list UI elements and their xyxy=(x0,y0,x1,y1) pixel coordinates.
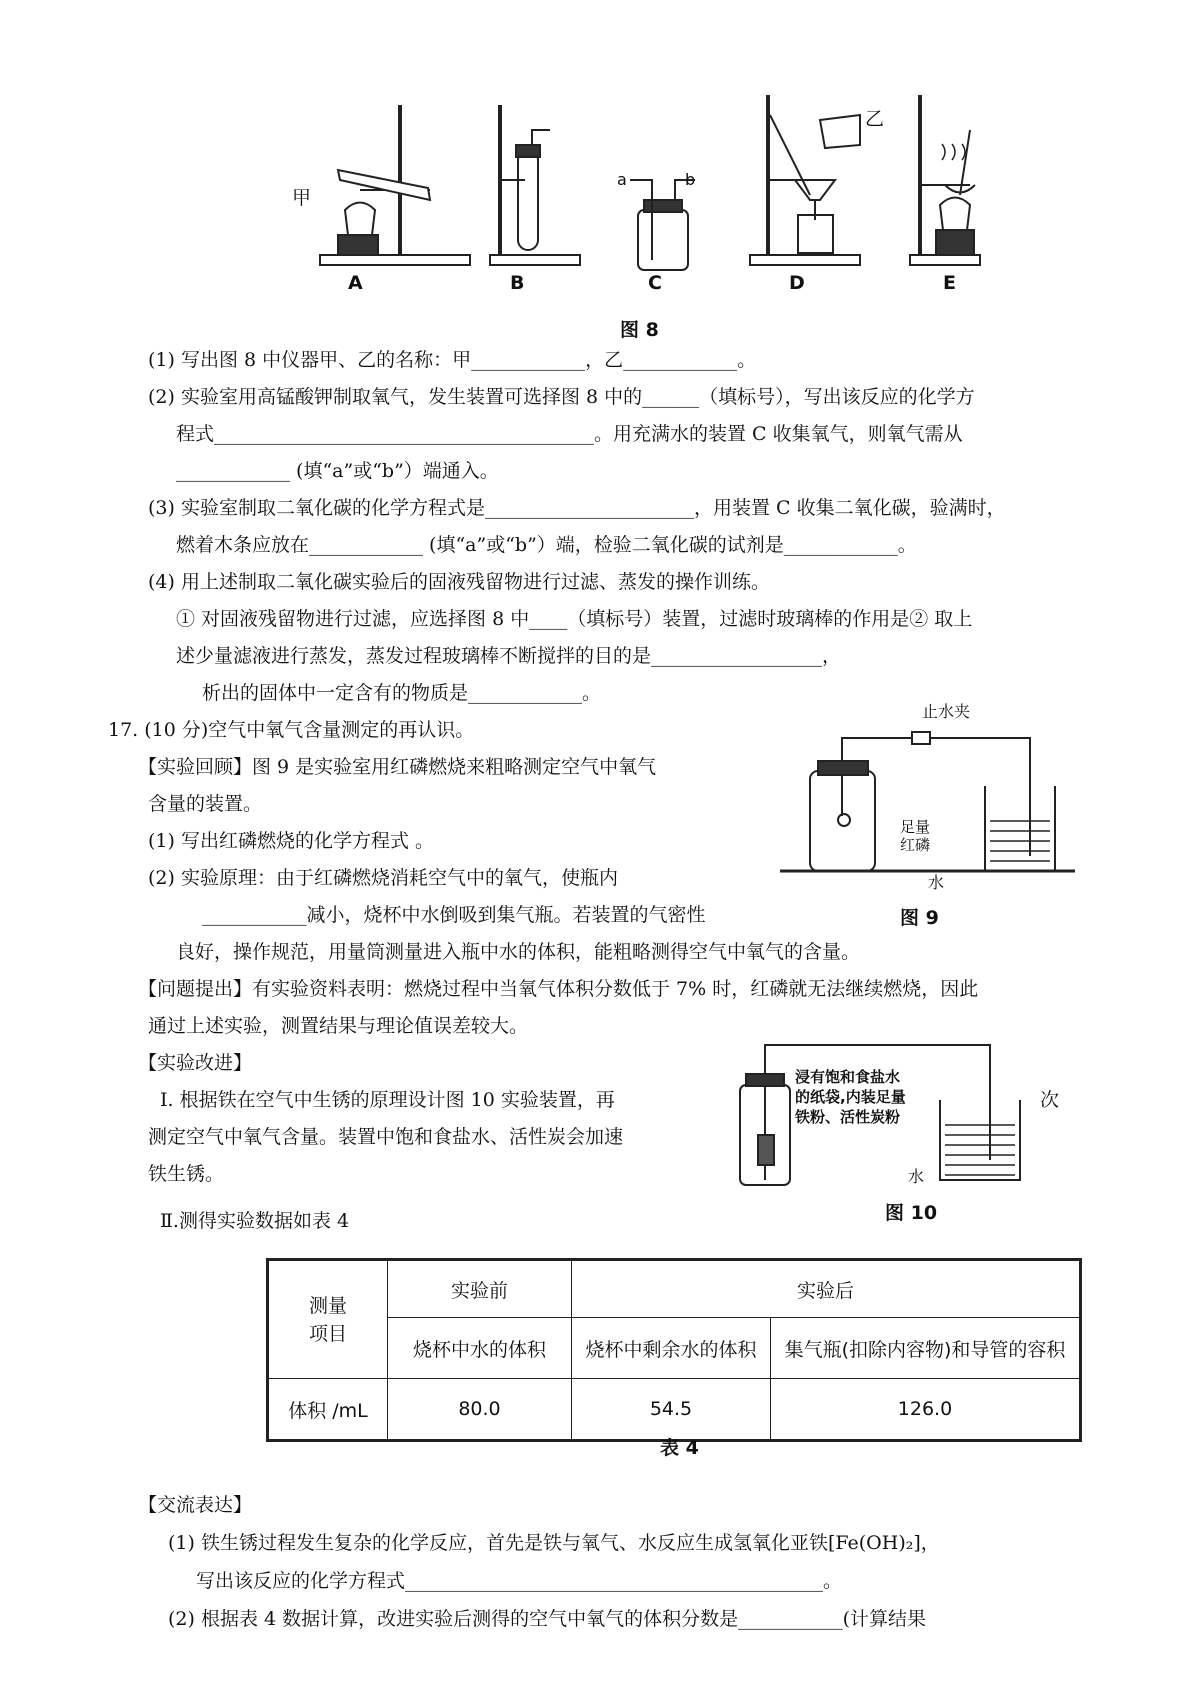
q17-improve-1-end: 次 xyxy=(1040,1089,1060,1111)
figure-9-caption: 图 9 xyxy=(900,907,939,929)
q17-improve-1: Ⅰ. 根据铁在空气中生锈的原理设计图 10 实验装置，再 xyxy=(160,1089,615,1111)
fig10-water-label: 水 xyxy=(908,1167,925,1186)
q16-line-8: ① 对固液残留物进行过滤，应选择图 8 中____（填标号）装置，过滤时玻璃棒的作用是② 取上 xyxy=(176,608,973,630)
q16-line-7: (4) 用上述制取二氧化碳实验后的固液残留物进行过滤、蒸发的操作训练。 xyxy=(148,571,770,593)
q16-line-9: 述少量滤液进行蒸发，蒸发过程玻璃棒不断搅拌的目的是__________________， xyxy=(176,645,842,667)
label-d: D xyxy=(789,272,805,294)
apparatus-b xyxy=(490,105,580,265)
q17-improve-1c: 铁生锈。 xyxy=(148,1163,225,1185)
exchange-line-2: 写出该反应的化学方程式____________________________________________。 xyxy=(196,1570,843,1592)
apparatus-d xyxy=(750,95,860,265)
table-4-caption: 表 4 xyxy=(660,1437,699,1459)
table-sub-3: 集气瓶(扣除内容物)和导管的容积 xyxy=(771,1318,1081,1379)
label-e: E xyxy=(943,272,956,294)
q17-item-2c: 良好，操作规范，用量筒测量进入瓶中水的体积，能粗略测得空气中氧气的含量。 xyxy=(176,941,861,963)
fig9-clamp-label: 止水夹 xyxy=(922,702,971,721)
exchange-line-3: (2) 根据表 4 数据计算，改进实验后测得的空气中氧气的体积分数是___________(计算结果 xyxy=(168,1608,927,1630)
q16-line-4: ____________ (填“a”或“b”）端通入。 xyxy=(176,460,499,482)
label-b: B xyxy=(510,272,525,294)
table-value-1: 80.0 xyxy=(388,1379,572,1441)
apparatus-c xyxy=(630,180,695,270)
q17-question: 【问题提出】有实验资料表明：燃烧过程中当氧气体积分数低于 7% 时，红磷就无法继续燃烧，因此 xyxy=(138,978,979,1000)
table-4 xyxy=(266,1258,1082,1442)
q17-review: 【实验回顾】图 9 是实验室用红磷燃烧来粗略测定空气中氧气 xyxy=(138,756,657,778)
exchange-title: 【交流表达】 xyxy=(138,1494,253,1516)
figure-8-caption: 图 8 xyxy=(620,319,659,341)
q17-item-1: (1) 写出红磷燃烧的化学方程式 。 xyxy=(148,830,434,852)
apparatus-e xyxy=(910,95,980,265)
label-jia: 甲 xyxy=(292,187,312,209)
q16-line-10: 析出的固体中一定含有的物质是____________。 xyxy=(202,682,602,704)
figure-10-caption: 图 10 xyxy=(885,1202,938,1224)
fig10-note-2: 的纸袋,内装足量 xyxy=(795,1088,906,1106)
q17-item-2: (2) 实验原理：由于红磷燃烧消耗空气中的氧气，使瓶内 xyxy=(148,867,618,889)
label-a: A xyxy=(348,272,363,294)
fig10-note-1: 浸有饱和食盐水 xyxy=(795,1068,901,1086)
table-head-item: 测量 项目 xyxy=(268,1260,388,1379)
q16-line-3: 程式________________________________________。用充满水的装置 C 收集氧气，则氧气需从 xyxy=(176,423,963,445)
fig9-phos-label-2: 红磷 xyxy=(900,836,931,854)
label-c: C xyxy=(648,272,662,294)
table-value-3: 126.0 xyxy=(771,1379,1081,1441)
exchange-line-1: (1) 铁生锈过程发生复杂的化学反应，首先是铁与氧气、水反应生成氢氧化亚铁[Fe(OH)₂]， xyxy=(168,1532,940,1554)
q17-review-2: 含量的装置。 xyxy=(148,793,263,815)
table-head-after: 实验后 xyxy=(572,1260,1081,1318)
q16-line-2: (2) 实验室用高锰酸钾制取氧气，发生装置可选择图 8 中的______（填标号），写出该反应的化学方 xyxy=(148,386,975,408)
table-head-before: 实验前 xyxy=(388,1260,572,1318)
table-value-2: 54.5 xyxy=(572,1379,771,1441)
q17-improve-1b: 测定空气中氧气含量。装置中饱和食盐水、活性炭会加速 xyxy=(148,1126,624,1148)
table-row-label: 体积 /mL xyxy=(268,1379,388,1441)
fig9-phos-label-1: 足量 xyxy=(900,818,931,836)
table-sub-1: 烧杯中水的体积 xyxy=(388,1318,572,1379)
q17-improve-2: Ⅱ.测得实验数据如表 4 xyxy=(160,1210,350,1232)
label-port-b: b xyxy=(685,170,696,189)
apparatus-a xyxy=(320,105,470,265)
q17-improve: 【实验改进】 xyxy=(138,1052,253,1074)
q17-question-2: 通过上述实验，测置结果与理论值误差较大。 xyxy=(148,1015,529,1037)
label-yi: 乙 xyxy=(865,108,885,130)
q17-item-2b: ___________减小，烧杯中水倒吸到集气瓶。若装置的气密性 xyxy=(202,904,706,926)
fig10-note-3: 铁粉、活性炭粉 xyxy=(795,1108,901,1126)
table-sub-2: 烧杯中剩余水的体积 xyxy=(572,1318,771,1379)
fig9-water-label: 水 xyxy=(928,873,945,892)
q16-line-6: 燃着木条应放在____________ (填“a”或“b”）端，检验二氧化碳的试剂是____________。 xyxy=(176,534,917,556)
figure-8-apparatus xyxy=(300,90,1060,330)
q16-line-5: (3) 实验室制取二氧化碳的化学方程式是______________________，用装置 C 收集二氧化碳，验满时， xyxy=(148,497,1006,519)
q17-title: 17. (10 分)空气中氧气含量测定的再认识。 xyxy=(108,719,475,741)
q16-line-1: (1) 写出图 8 中仪器甲、乙的名称：甲____________，乙____________。 xyxy=(148,349,757,371)
label-port-a: a xyxy=(617,170,627,189)
